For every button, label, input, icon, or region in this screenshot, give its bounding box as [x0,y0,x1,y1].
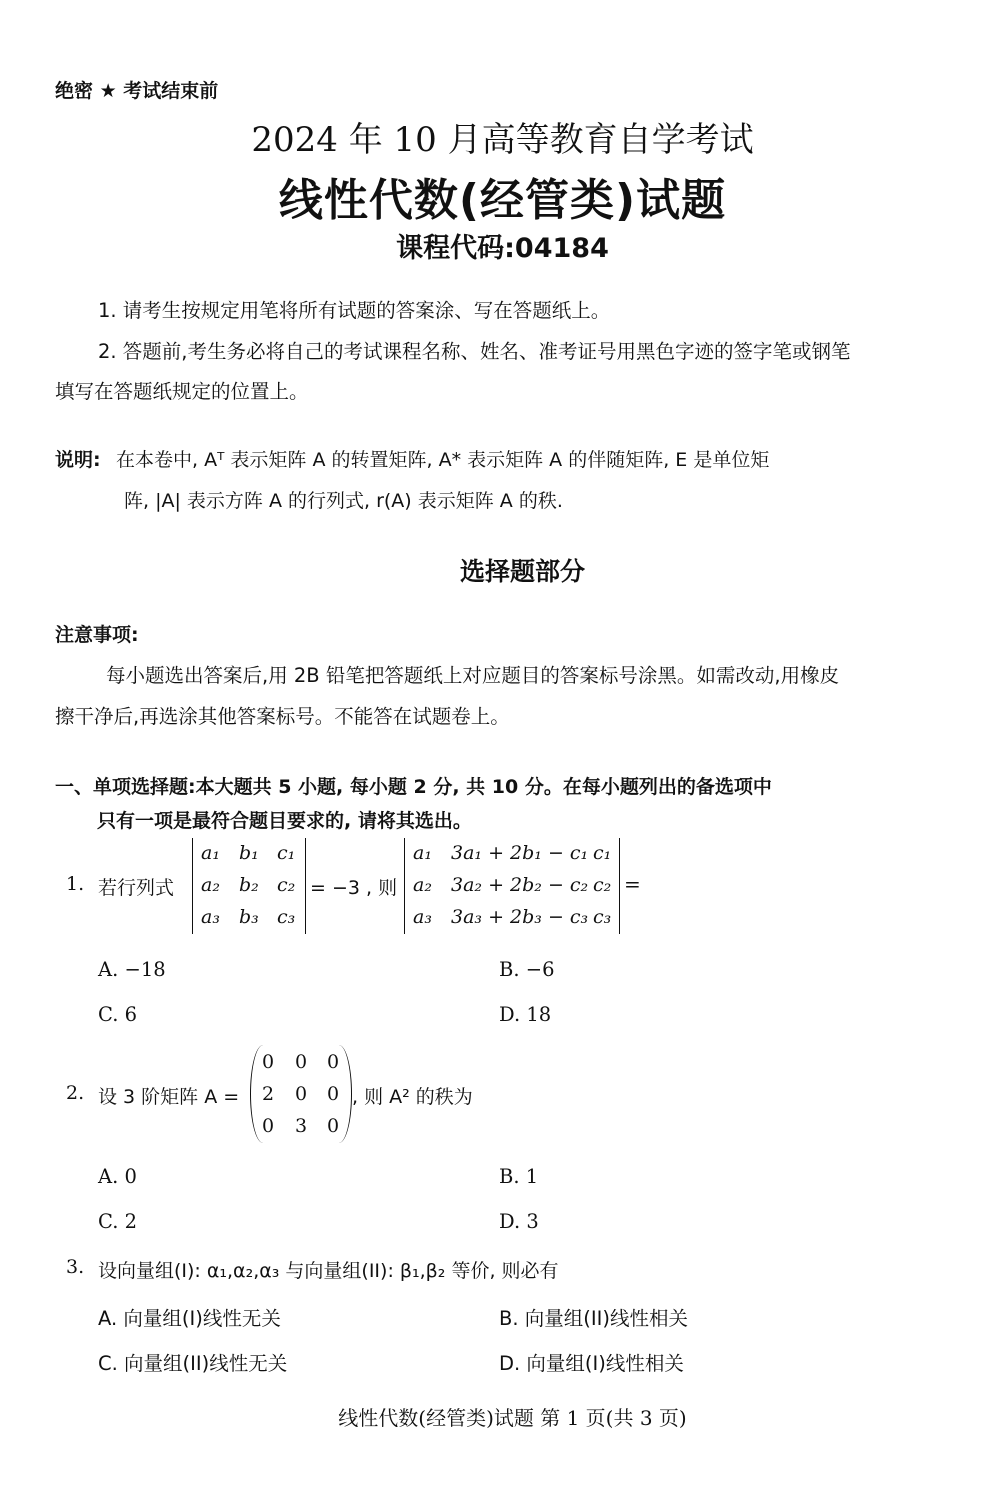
det-cell: a₂ [201,874,220,896]
notice-label: 注意事项: [55,624,139,646]
option-a[interactable]: A. 向量组(I)线性无关 [98,1307,281,1330]
matrix-cell: 0 [262,1115,275,1137]
part1-heading-1: 一、单项选择题:本大题共 5 小题, 每小题 2 分, 共 10 分。在每小题列出的备选项中 [55,776,772,798]
notice-line-1: 每小题选出答案后,用 2B 铅笔把答题纸上对应题目的答案标号涂黑。如需改动,用橡皮 [106,664,840,687]
course-code: 课程代码:04184 [396,233,609,264]
equals-sign: = [624,872,641,896]
option-c[interactable]: C. 2 [98,1210,138,1233]
question-stem: 设向量组(I): α₁,α₂,α₃ 与向量组(II): β₁,β₂ 等价, 则必有 [98,1260,559,1282]
option-d[interactable]: D. 向量组(I)线性相关 [499,1352,684,1375]
option-a[interactable]: A. 0 [98,1165,137,1188]
det-cell: c₁ [593,842,612,864]
question-stem: 设 3 阶矩阵 A = [98,1086,240,1108]
det-cell: a₂ [413,874,432,896]
exam-title: 2024 年 10 月高等教育自学考试 [251,120,754,160]
matrix-cell: 0 [295,1051,308,1073]
notation-line-2: 阵, |A| 表示方阵 A 的行列式, r(A) 表示矩阵 A 的秩. [124,490,563,512]
option-a[interactable]: A. −18 [98,958,166,981]
option-b[interactable]: B. 1 [499,1165,539,1188]
option-c[interactable]: C. 向量组(II)线性无关 [98,1352,288,1375]
det-cell: c₃ [593,906,612,928]
equation-text: = −3 , 则 [310,877,398,899]
option-c[interactable]: C. 6 [98,1003,138,1026]
question-tail: , 则 A² 的秩为 [352,1086,473,1108]
matrix-cell: 0 [295,1083,308,1105]
section-title: 选择题部分 [459,557,585,586]
part1-heading-2: 只有一项是最符合题目要求的, 请将其选出。 [97,810,472,832]
paper-title: 线性代数(经管类)试题 [278,175,727,226]
det-cell: 3a₁ + 2b₁ − c₁ [451,842,589,864]
det-cell: c₃ [277,906,296,928]
det-cell: a₃ [413,906,432,928]
matrix-cell: 0 [327,1051,340,1073]
det-cell: 3a₃ + 2b₃ − c₃ [451,906,589,928]
secret-label: 绝密 ★ 考试结束前 [55,80,219,102]
det-cell: a₁ [413,842,432,864]
question-number: 1. [66,873,85,895]
question-number: 2. [66,1082,85,1104]
question-number: 3. [66,1256,85,1278]
determinant-2 [404,838,620,934]
matrix-a [250,1045,352,1143]
option-d[interactable]: D. 18 [499,1003,552,1026]
option-b[interactable]: B. 向量组(II)线性相关 [499,1307,688,1330]
matrix-cell: 3 [295,1115,308,1137]
option-d[interactable]: D. 3 [499,1210,539,1233]
det-cell: 3a₂ + 2b₂ − c₂ [451,874,589,896]
determinant-1 [192,838,306,934]
notation-line-1: 在本卷中, Aᵀ 表示矩阵 A 的转置矩阵, A* 表示矩阵 A 的伴随矩阵, E 是单位矩 [116,449,770,471]
det-cell: b₂ [239,874,259,896]
notice-line-2: 擦干净后,再选涂其他答案标号。不能答在试题卷上。 [55,705,510,728]
det-cell: c₁ [277,842,296,864]
question-stem: 若行列式 [98,877,175,899]
det-cell: a₃ [201,906,220,928]
det-cell: b₃ [239,906,259,928]
page-footer: 线性代数(经管类)试题 第 1 页(共 3 页) [338,1406,687,1430]
matrix-cell: 0 [327,1115,340,1137]
instruction-1: 1. 请考生按规定用笔将所有试题的答案涂、写在答题纸上。 [98,299,611,322]
instruction-2b: 填写在答题纸规定的位置上。 [55,380,309,403]
det-cell: c₂ [593,874,612,896]
det-cell: b₁ [239,842,259,864]
option-b[interactable]: B. −6 [499,958,555,981]
det-cell: a₁ [201,842,220,864]
matrix-cell: 2 [262,1083,275,1105]
instruction-2a: 2. 答题前,考生务必将自己的考试课程名称、姓名、准考证号用黑色字迹的签字笔或钢笔 [98,340,851,363]
matrix-cell: 0 [327,1083,340,1105]
det-cell: c₂ [277,874,296,896]
notation-lead: 说明: [55,449,101,471]
matrix-cell: 0 [262,1051,275,1073]
